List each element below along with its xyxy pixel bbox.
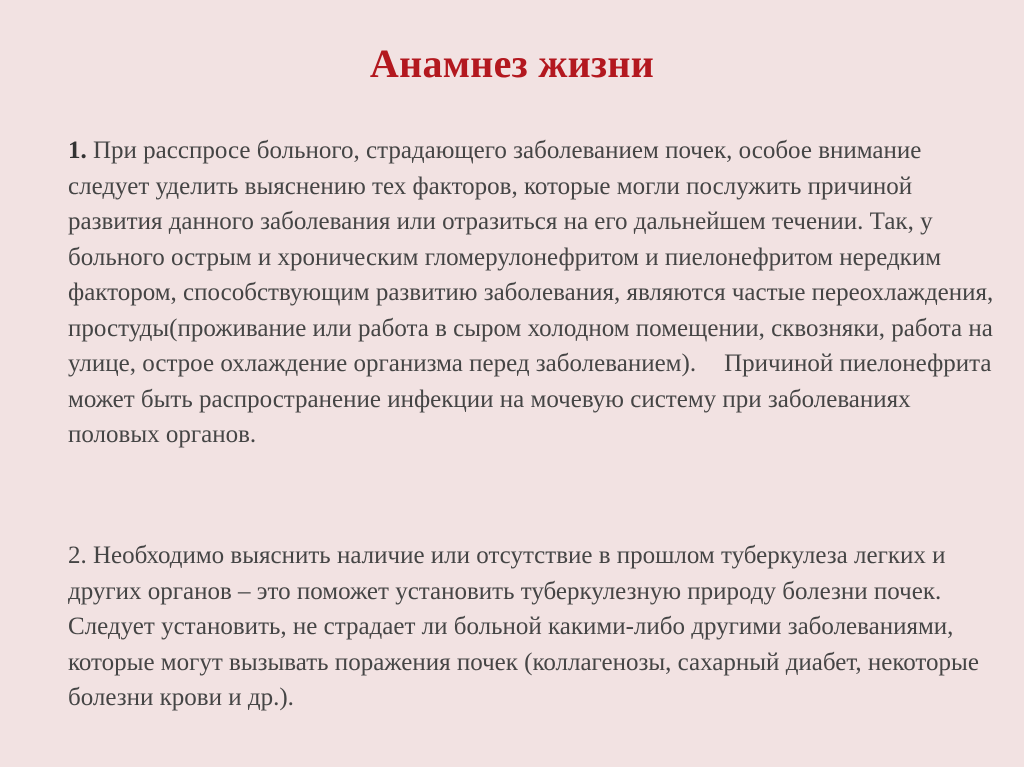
- paragraph-1: [68, 133, 998, 453]
- paragraph-1-number: 1.: [68, 137, 87, 164]
- paragraph-1-text-a: При расспросе больного, страдающего заболеванием почек, особое внимание следует уделить выяснению тех факторов, которые могли послужить причиной развития данного заболевания или отразиться на его дальнейшем течении. Так, у больного острым и хроническим гломерулонефритом и пиелонефритом нередким фактором, способствующим развитию заболевания, являются частые переохлаждения, простуды(проживание или работа в сыром холодном помещении, сквозняки, работа на улице, острое охлаждение организма перед заболеванием).: [68, 137, 994, 377]
- slide-title: Анамнез жизни: [369, 41, 655, 86]
- paragraph-2: 2. Необходимо выяснить наличие или отсутствие в прошлом туберкулеза легких и других органов – это поможет установить туберкулезную природу болезни почек. Следует установить, не страдает ли больной какими-либо другими заболеваниями, которые могут вызывать поражения почек (коллагенозы, сахарный диабет, некоторые болезни крови и др.).: [68, 542, 979, 711]
- paragraph-1-text-b: Причиной пиелонефрита может быть распространение инфекции на мочевую систему при заболеваниях половых органов.: [68, 350, 992, 448]
